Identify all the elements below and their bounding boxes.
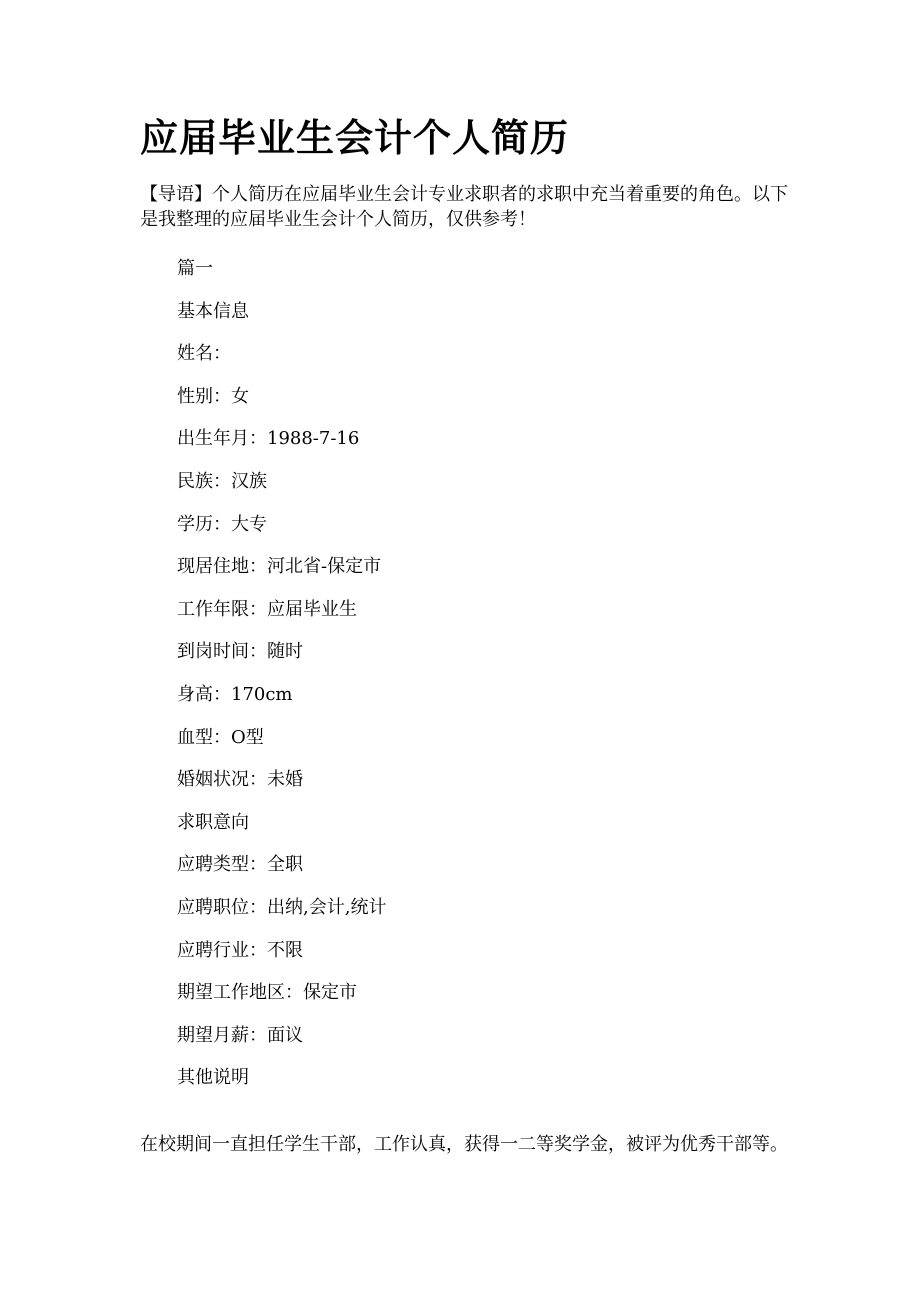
field-ethnicity: 民族：汉族 (177, 470, 267, 492)
field-availability: 到岗时间：随时 (177, 641, 303, 663)
field-job-type: 应聘类型：全职 (177, 854, 303, 876)
section-heading-other-notes: 其他说明 (177, 1067, 249, 1089)
field-name: 姓名： (177, 343, 231, 365)
field-birth-date: 出生年月：1988-7-16 (177, 428, 360, 450)
field-height: 身高：170cm (177, 683, 293, 705)
field-marital-status: 婚姻状况：未婚 (177, 769, 303, 791)
field-job-position: 应聘职位：出纳,会计,统计 (177, 896, 387, 918)
field-work-years: 工作年限：应届毕业生 (177, 598, 357, 620)
field-education: 学历：大专 (177, 513, 267, 535)
document-title: 应届毕业生会计个人简历 (140, 115, 570, 160)
field-desired-salary: 期望月薪：面议 (177, 1024, 303, 1046)
field-industry: 应聘行业：不限 (177, 939, 303, 961)
section-heading-part-one: 篇一 (177, 258, 213, 279)
field-gender: 性别：女 (177, 385, 249, 407)
section-heading-basic-info: 基本信息 (177, 300, 249, 322)
section-heading-job-intention: 求职意向 (177, 811, 249, 833)
field-desired-location: 期望工作地区：保定市 (177, 982, 357, 1004)
field-residence: 现居住地：河北省-保定市 (177, 556, 382, 578)
field-blood-type: 血型：O型 (177, 726, 264, 748)
resume-field-list (177, 255, 386, 1107)
closing-paragraph: 在校期间一直担任学生干部，工作认真，获得一二等奖学金，被评为优秀干部等。 (140, 1134, 788, 1155)
intro-paragraph: 【导语】个人简历在应届毕业生会计专业求职者的求职中充当着重要的角色。以下是我整理的应届毕业生会计个人简历，仅供参考！ (140, 184, 788, 230)
